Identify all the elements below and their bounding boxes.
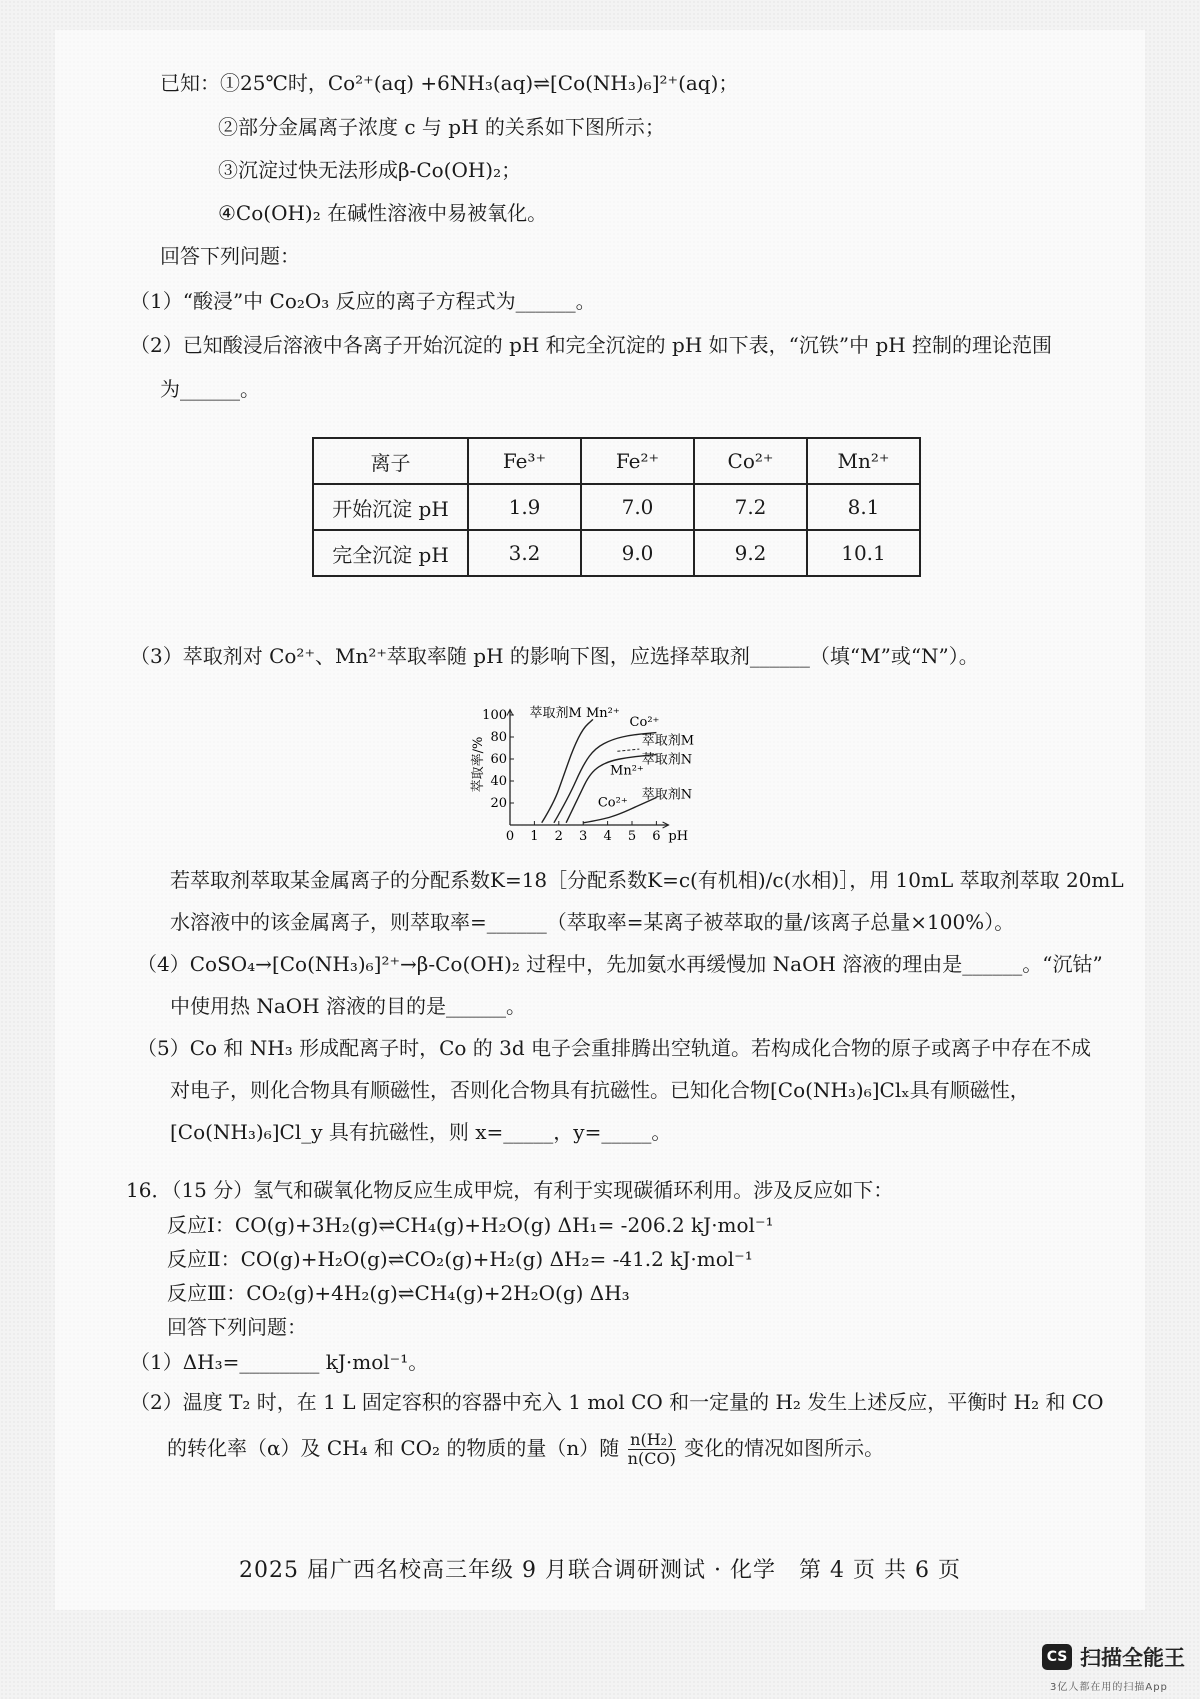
y-axis-label: 萃取率/% bbox=[471, 736, 486, 793]
chart-labels bbox=[530, 706, 695, 810]
x-tick-label: 6 bbox=[652, 829, 661, 844]
table-cell: 完全沉淀 pH bbox=[313, 530, 468, 576]
page-footer: 2025 届广西名校高三年级 9 月联合调研测试 · 化学 第 4 页 共 6 页 bbox=[239, 1558, 961, 1583]
x-tick-label: 2 bbox=[554, 829, 563, 844]
ratio-fraction bbox=[628, 1431, 676, 1468]
question-5-line-2: 对电子，则化合物具有顺磁性，否则化合物具有抗磁性。已知化合物[Co(NH₃)₆]Clₓ具有顺磁性， bbox=[170, 1078, 1030, 1102]
fraction-numerator: n(H₂) bbox=[628, 1431, 676, 1450]
extraction-rate-chart bbox=[470, 675, 780, 845]
x-tick-label: 5 bbox=[627, 829, 637, 844]
fraction-denominator: n(CO) bbox=[627, 1449, 676, 1468]
table-cell: 开始沉淀 pH bbox=[313, 484, 468, 530]
y-tick-label: 20 bbox=[490, 796, 507, 811]
table-row bbox=[313, 530, 920, 576]
precipitation-ph-table bbox=[312, 437, 921, 577]
watermark-name: 扫描全能王 bbox=[1080, 1646, 1185, 1670]
known-line-1: 已知：①25℃时，Co²⁺(aq) +6NH₃(aq)⇌[Co(NH₃)₆]²⁺(aq)； bbox=[160, 71, 739, 95]
known-line-2: ②部分金属离子浓度 c 与 pH 的关系如下图所示； bbox=[218, 115, 665, 139]
label-n-mn-end: 萃取剂N bbox=[641, 752, 693, 768]
table-header-cell: Fe³⁺ bbox=[468, 438, 581, 484]
table-cell: 10.1 bbox=[807, 530, 920, 576]
question-3: （3）萃取剂对 Co²⁺、Mn²⁺萃取率随 pH 的影响下图，应选择萃取剂______（填“M”或“N”）。 bbox=[130, 644, 979, 668]
table-cell: 7.0 bbox=[581, 484, 694, 530]
label-m-mn: 萃取剂M Mn²⁺ bbox=[529, 706, 620, 722]
question-16-part-2-line-1: （2）温度 T₂ 时，在 1 L 固定容积的容器中充入 1 mol CO 和一定量的 H₂ 发生上述反应，平衡时 H₂ 和 CO bbox=[130, 1390, 1104, 1414]
question-3-part-2-line-1: 若萃取剂萃取某金属离子的分配系数K=18［分配系数K=c(有机相)/c(水相)］，用 10mL 萃取剂萃取 20mL bbox=[170, 868, 1124, 892]
table-cell: 9.2 bbox=[694, 530, 807, 576]
answer-prompt: 回答下列问题： bbox=[160, 244, 300, 268]
label-m-co: Co²⁺ bbox=[629, 715, 660, 730]
question-16-intro: 16．（15 分）氢气和碳氧化物反应生成甲烷，有利于实现碳循环利用。涉及反应如下： bbox=[126, 1178, 894, 1202]
question-5-line-1: （5）Co 和 NH₃ 形成配离子时，Co 的 3d 电子会重排腾出空轨道。若构成化合物的原子或离子中存在不成 bbox=[137, 1036, 1092, 1060]
question-16-part-2-line-2 bbox=[167, 1431, 884, 1468]
leader-m bbox=[617, 749, 639, 751]
scanner-watermark bbox=[1042, 1642, 1185, 1672]
label-n-mn: Mn²⁺ bbox=[610, 763, 644, 779]
question-1: （1）“酸浸”中 Co₂O₃ 反应的离子方程式为______。 bbox=[130, 289, 596, 313]
x-tick-label: 0 bbox=[505, 829, 515, 844]
x-tick-label: 4 bbox=[603, 829, 612, 844]
label-m-end: 萃取剂M bbox=[641, 733, 695, 749]
cs-logo-icon: CS bbox=[1042, 1644, 1072, 1670]
table-header-cell: Mn²⁺ bbox=[807, 438, 920, 484]
y-tick-label: 80 bbox=[490, 730, 507, 745]
question-5-line-3: [Co(NH₃)₆]Cl_y 具有抗磁性，则 x=_____，y=_____。 bbox=[170, 1120, 672, 1144]
question-2-line-1: （2）已知酸浸后溶液中各离子开始沉淀的 pH 和完全沉淀的 pH 如下表，“沉铁”中 pH 控制的理论范围 bbox=[130, 333, 1053, 357]
question-16-part-1: （1）ΔH₃=________ kJ·mol⁻¹。 bbox=[130, 1350, 429, 1374]
table-header-cell: Co²⁺ bbox=[694, 438, 807, 484]
label-n-co-end: 萃取剂N bbox=[641, 787, 693, 803]
question-16-prompt: 回答下列问题： bbox=[167, 1315, 307, 1339]
x-tick-label: 1 bbox=[530, 829, 539, 844]
table-cell: 9.0 bbox=[581, 530, 694, 576]
line-text-b: 变化的情况如图所示。 bbox=[684, 1436, 885, 1460]
table-cell: 1.9 bbox=[468, 484, 581, 530]
table-header-cell: 离子 bbox=[313, 438, 468, 484]
reaction-3: 反应Ⅲ：CO₂(g)+4H₂(g)⇌CH₄(g)+2H₂O(g) ΔH₃ bbox=[167, 1281, 630, 1305]
x-tick-label: 3 bbox=[579, 829, 588, 844]
question-4-line-2: 中使用热 NaOH 溶液的目的是______。 bbox=[170, 994, 526, 1018]
question-4-line-1: （4）CoSO₄→[Co(NH₃)₆]²⁺→β-Co(OH)₂ 过程中，先加氨水再缓慢加 NaOH 溶液的理由是______。“沉钴” bbox=[137, 952, 1103, 976]
known-line-4: ④Co(OH)₂ 在碱性溶液中易被氧化。 bbox=[218, 201, 548, 225]
table-cell: 7.2 bbox=[694, 484, 807, 530]
label-n-co: Co²⁺ bbox=[597, 795, 628, 811]
watermark-subtitle: 3亿人都在用的扫描App bbox=[1050, 1682, 1168, 1693]
y-tick-label: 100 bbox=[482, 708, 507, 723]
table-cell: 3.2 bbox=[468, 530, 581, 576]
question-2-line-2: 为______。 bbox=[160, 377, 260, 401]
reaction-1: 反应Ⅰ：CO(g)+3H₂(g)⇌CH₄(g)+H₂O(g) ΔH₁= -206.2 kJ·mol⁻¹ bbox=[167, 1213, 774, 1237]
y-tick-label: 60 bbox=[490, 752, 507, 767]
question-3-part-2-line-2: 水溶液中的该金属离子，则萃取率=______（萃取率=某离子被萃取的量/该离子总量×100%）。 bbox=[170, 910, 1015, 934]
table-row bbox=[313, 484, 920, 530]
reaction-2: 反应Ⅱ：CO(g)+H₂O(g)⇌CO₂(g)+H₂(g) ΔH₂= -41.2 kJ·mol⁻¹ bbox=[167, 1247, 753, 1271]
known-line-3: ③沉淀过快无法形成β-Co(OH)₂； bbox=[218, 158, 522, 182]
table-header-cell: Fe²⁺ bbox=[581, 438, 694, 484]
x-axis-label: pH bbox=[668, 829, 689, 844]
y-tick-label: 40 bbox=[490, 774, 507, 789]
table-cell: 8.1 bbox=[807, 484, 920, 530]
table-header-row bbox=[313, 438, 920, 484]
series-line-0 bbox=[542, 719, 593, 822]
line-text-a: 的转化率（α）及 CH₄ 和 CO₂ 的物质的量（n）随 bbox=[167, 1436, 620, 1460]
